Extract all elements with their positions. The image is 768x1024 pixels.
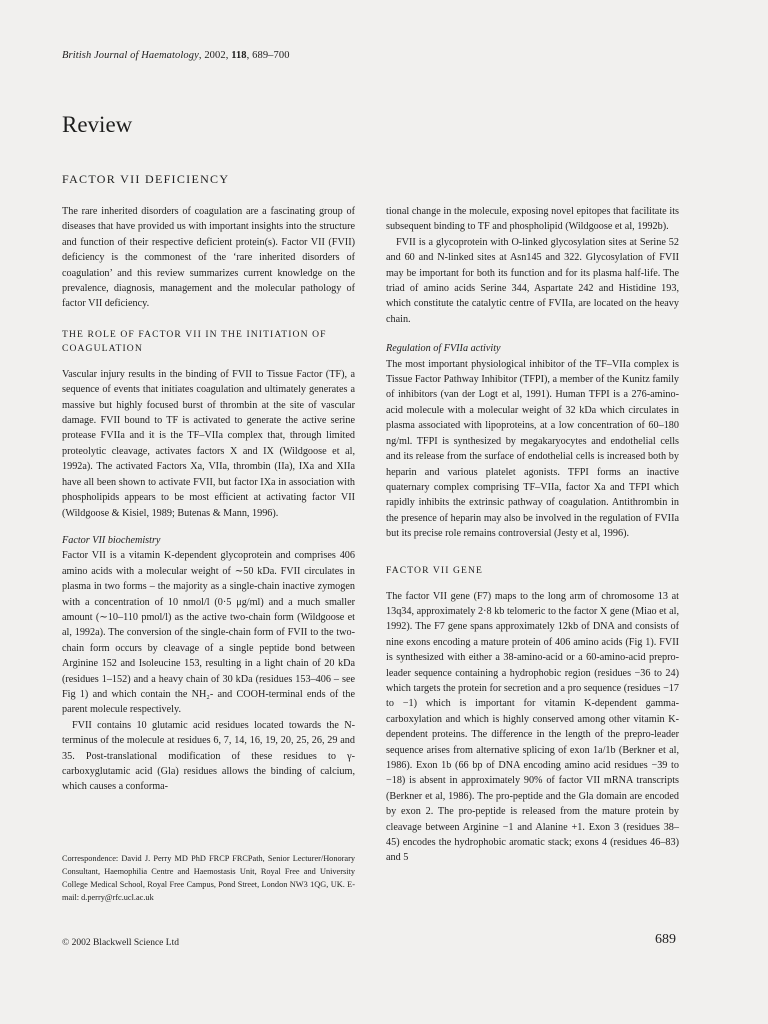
journal-year: , 2002, — [198, 50, 232, 61]
journal-volume: 118 — [231, 50, 247, 61]
journal-pages: , 689–700 — [246, 50, 290, 61]
subsection-heading-biochemistry: Factor VII biochemistry — [62, 534, 161, 546]
left-column — [62, 204, 355, 795]
page-number: 689 — [655, 932, 676, 947]
biochemistry-paragraph-1: Factor VII is a vitamin K-dependent glycoprotein and comprises 406 amino acids with a molecular weight of ∼50 kDa. FVII circulates in plasma in two forms – the majority as a single-chain inactive zymogen with a concentration of 10 nmol/l (0·5 μg/ml) and a much smaller amount (∼10–110 pmol/l) as the active two-chain form (Wildgoose et al, 1992a). The conversion of the single-chain form of FVII to the two-chain form occurs by cleavage of a single peptide bond between Arginine 152 and Isoleucine 153, resulting in a light chain of 20 kDa (residues 1–152) and a heavy chain of 30 kDa (residues 153–406 – see Fig 1) and which contain the NH₂- and COOH-terminal ends of the parent molecule respectively. — [62, 550, 355, 716]
glycosylation-paragraph: FVII is a glycoprotein with O-linked glycosylation sites at Serine 52 and 60 and N-linked sites at Asn145 and 322. Glycosylation of FVII may be important for both its function and for its plasma half-life. The triad of amino acids Serine 344, Aspartate 242 and Histidine 193, which constitute the catalytic centre of FVIIa, are located on the heavy chain. — [386, 236, 679, 325]
right-column — [386, 204, 679, 866]
section-heading-role: THE ROLE OF FACTOR VII IN THE INITIATION OF COAGULATION — [62, 328, 327, 354]
section-heading-gene: FACTOR VII GENE — [386, 564, 483, 576]
continued-paragraph: tional change in the molecule, exposing novel epitopes that facilitate its subsequent binding to TF and phospholipid (Wildgoose et al, 1992b). — [386, 206, 679, 233]
journal-name: British Journal of Haematology — [62, 50, 199, 61]
intro-paragraph: The rare inherited disorders of coagulation are a fascinating group of diseases that have provided us with important insights into the structure and function of their respective deficient protein(s). Factor VII (FVII) deficiency is the commonest of the ‘rare inherited disorders of coagulation’ and this review summarizes current knowledge on the prevalence, diagnosis, management and the molecular pathology of factor VII deficiency. — [62, 206, 355, 310]
section-label: Review — [62, 112, 133, 137]
correspondence-note: Correspondence: David J. Perry MD PhD FRCP FRCPath, Senior Lecturer/Honorary Consultant, Haemophilia Centre and Haemostasis Unit, Royal Free and University College Medical School, Royal Free Campus, Pond Street, London NW3 1QG, UK. E-mail: d.perry@rfc.ucl.ac.uk — [62, 854, 355, 902]
article-title: FACTOR VII DEFICIENCY — [62, 172, 230, 186]
journal-citation — [62, 50, 290, 61]
subsection-heading-regulation: Regulation of FVIIa activity — [386, 343, 501, 355]
regulation-paragraph: The most important physiological inhibitor of the TF–VIIa complex is Tissue Factor Pathway Inhibitor (TFPI), a member of the Kunitz family of inhibitors (van der Logt et al, 1991). Human TFPI is a 276-amino-acid molecule with a molecular weight of 32 kDa which circulates in plasma associated with lipoproteins, at a low concentration of 60–180 ng/ml. TFPI is synthesized by megakaryocytes and endothelial cells and its release from the surface of endothelial cells is increased both by heparin and various platelet agonists. TFPI forms an inactive quaternary complex comprising TF–VIIa, factor Xa and TFPI which rapidly inhibits the extrinsic pathway of coagulation. Antithrombin in the presence of heparin may also be involved in the regulation of FVIIa but its precise role remains controversial (Jesty et al, 1996). — [386, 358, 679, 540]
copyright-notice: © 2002 Blackwell Science Ltd — [62, 938, 179, 948]
role-paragraph: Vascular injury results in the binding of FVII to Tissue Factor (TF), a sequence of events that initiates coagulation and ultimately generates a massive but highly focused burst of thrombin at the site of vascular damage. FVII bound to TF is activated to generate the active serine protease FVIIa and it is the TF–VIIa complex that, through limited proteolytic cleavage, activates factors X and IX (Wildgoose et al, 1992a). The activated Factors Xa, VIIa, thrombin (IIa), IXa and XIIa have all been shown to activate FVII, but factor IXa in association with phospholipids appears to be most efficient at activating factor VII (Wildgoose & Kisiel, 1989; Butenas & Mann, 1996). — [62, 368, 355, 519]
biochemistry-paragraph-2: FVII contains 10 glutamic acid residues located towards the N-terminus of the molecule at residues 6, 7, 14, 16, 19, 20, 25, 26, 29 and 35. Post-translational modification of these residues to γ-carboxyglutamic acid (Gla) residues allows the binding of calcium, which causes a conforma- — [62, 719, 355, 793]
gene-paragraph: The factor VII gene (F7) maps to the long arm of chromosome 13 at 13q34, approximately 2·8 kb telomeric to the factor X gene (Miao et al, 1992). The F7 gene spans approximately 12kb of DNA and consists of nine exons encoding a mature protein of 406 amino acids (Fig 1). FVII is synthesized with either a 38-amino-acid or a 60-amino-acid prepro-leader sequence containing a hydrophobic region (residues −36 to 24) which targets the protein for secretion and a pro sequence (residues −17 to −1) which is important for vitamin K-dependent gamma-carboxylation and which is highly conserved among other vitamin K-dependent proteins. The difference in the length of the prepro-leader sequence arises from alternative splicing of exon 1a/1b (Berkner et al, 1986). Exon 1b (66 bp of DNA encoding amino acid residues −39 to −18) is absent in approximately 90% of factor VII mRNA transcripts (Berkner et al, 1986). The pro-peptide and the Gla domain are encoded by exon 2. The pro-peptide is released from the mature protein by cleavage between Arginine −1 and Alanine +1. Exon 3 (residues 38–45) encodes the hydrophobic aromatic stack; exons 4 (residues 46–83) and 5 — [386, 590, 679, 864]
